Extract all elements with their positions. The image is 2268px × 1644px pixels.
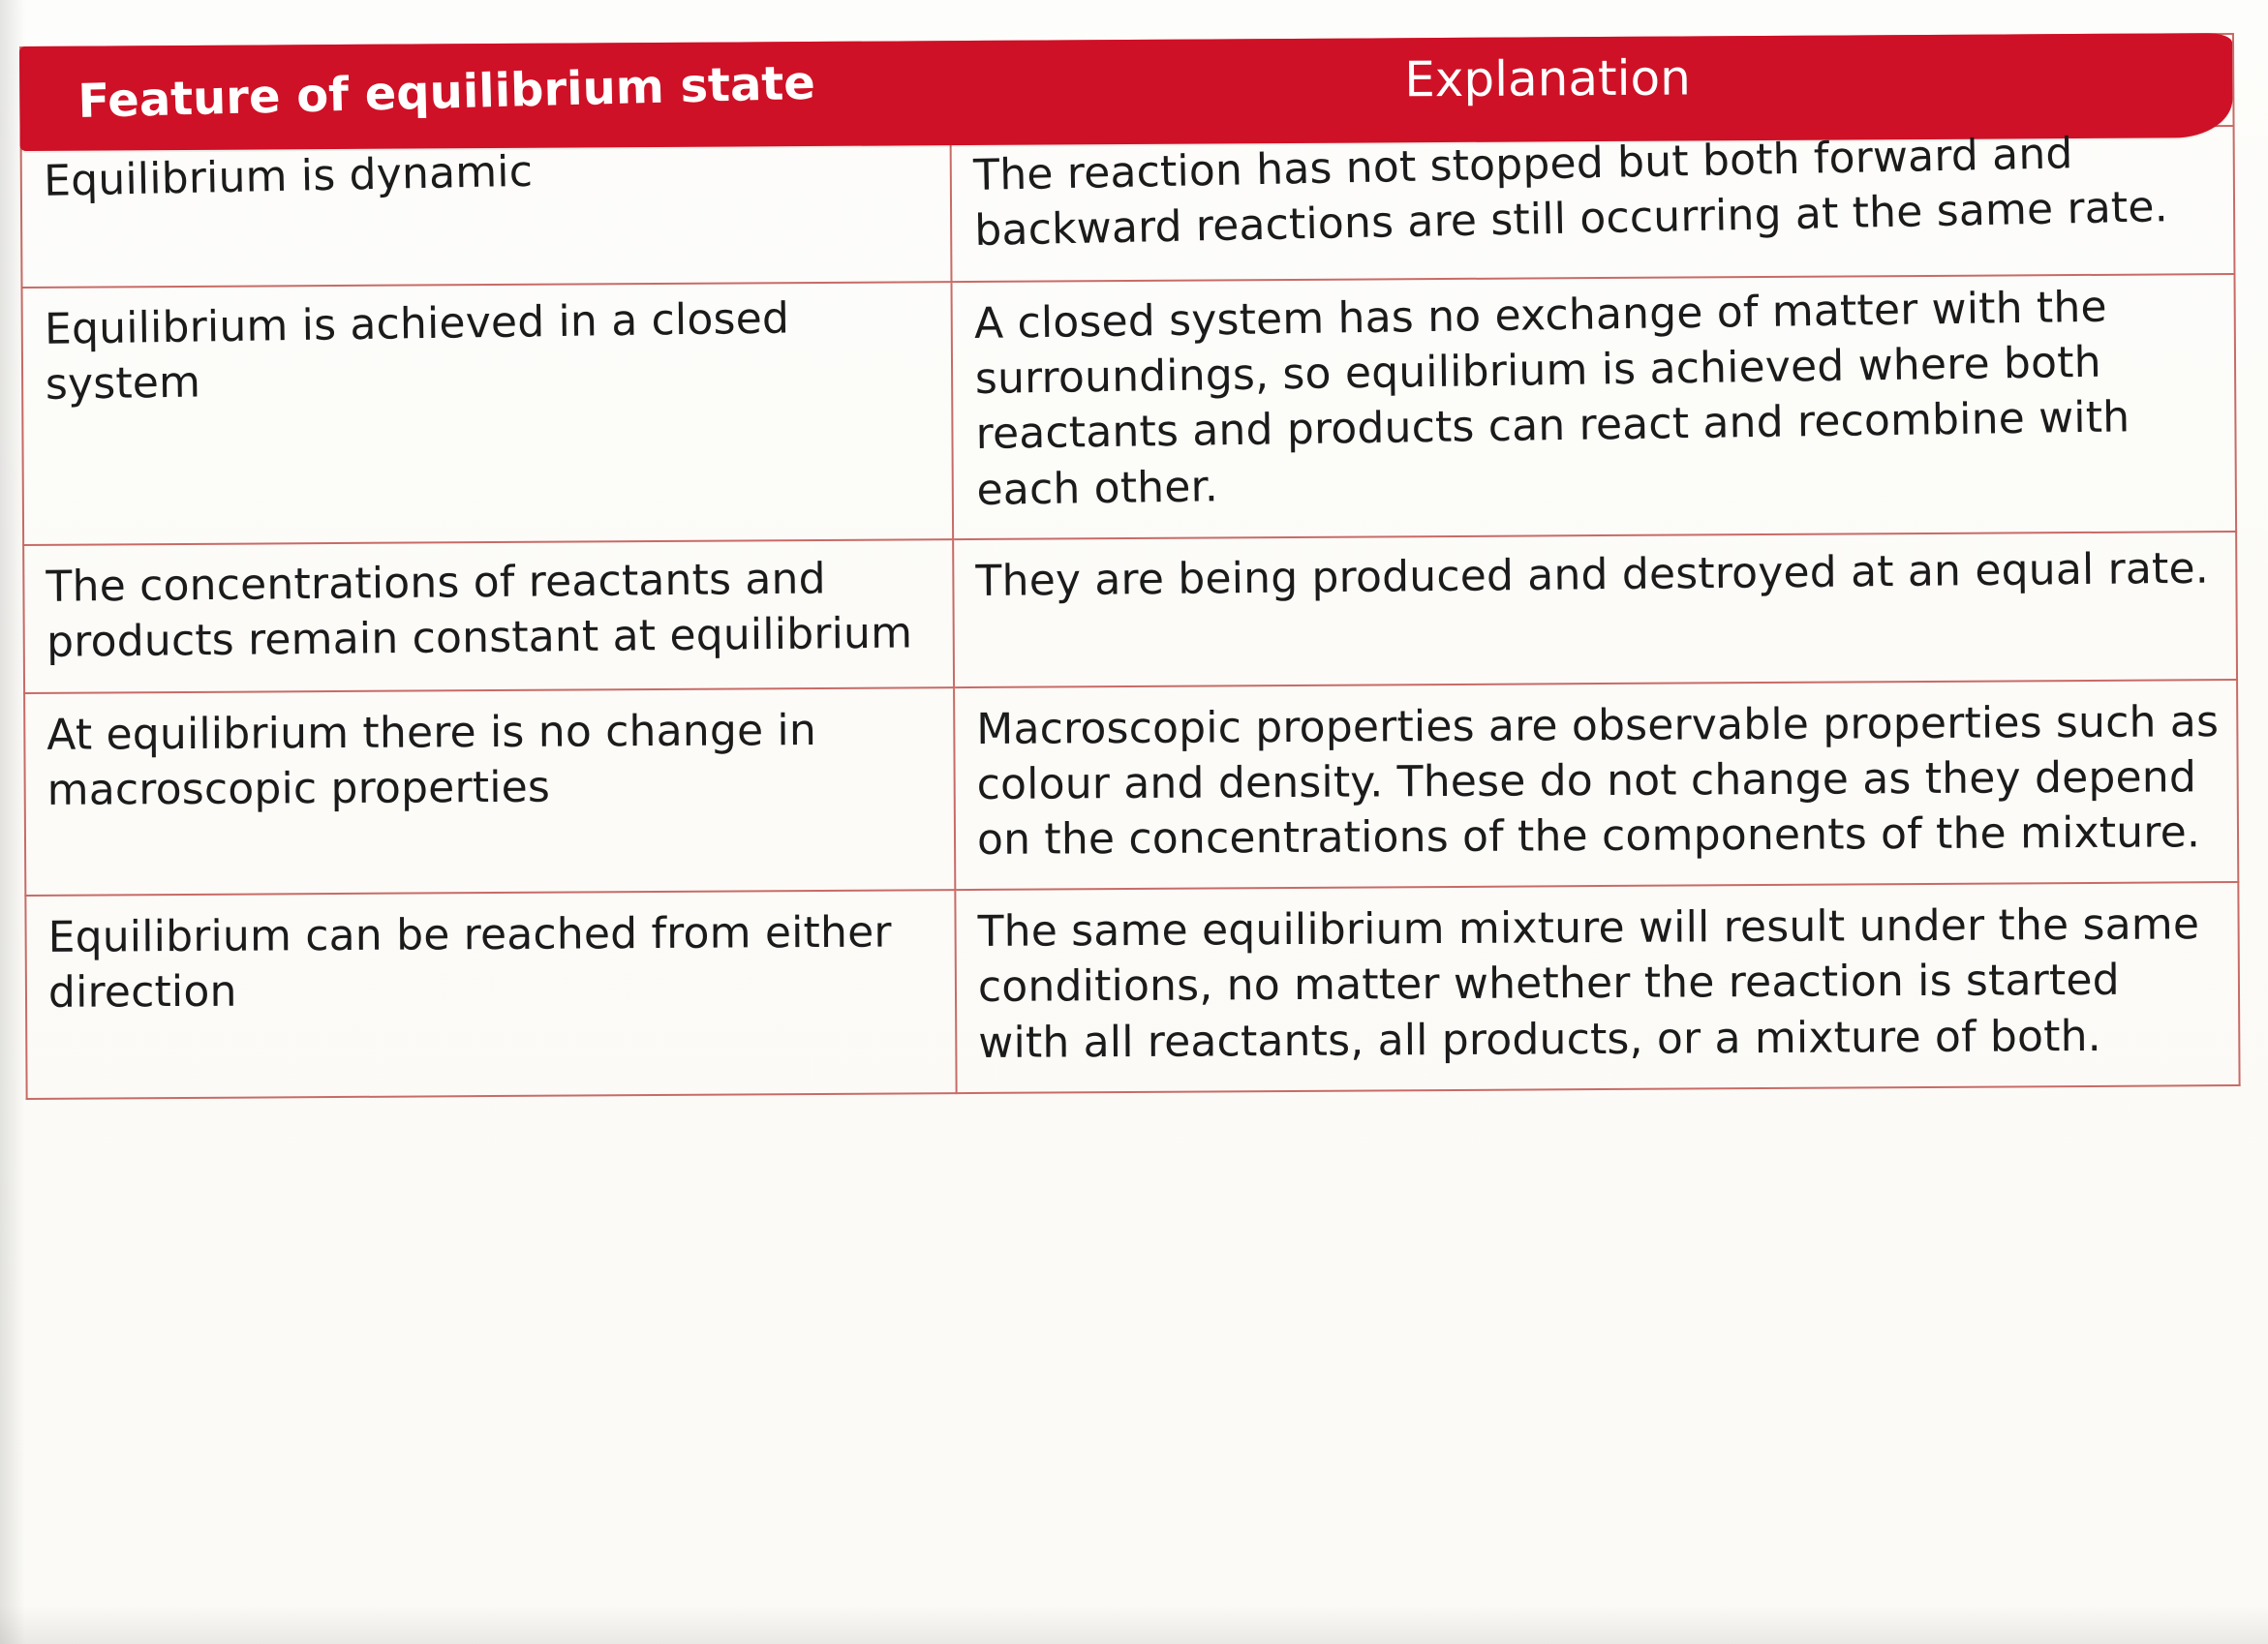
explanation-text: Macroscopic properties are observable properties such as colour and density. These do not change as they depend on the concentrations of the components of the mixture. [976, 696, 2220, 866]
feature-text: The concentrations of reactants and products remain constant at equilibrium [46, 554, 913, 668]
cell-feature [21, 134, 952, 287]
table-row [22, 274, 2237, 546]
feature-text: Equilibrium is achieved in a closed system [44, 293, 790, 410]
cell-feature [22, 282, 954, 546]
cell-explanation [954, 680, 2238, 891]
cell-explanation [953, 532, 2237, 686]
explanation-text: The same equilibrium mixture will result under the same conditions, no matter whether the reaction is started with all reactants, all products, or a mixture of both. [977, 899, 2200, 1068]
cell-feature [25, 890, 956, 1098]
table-body [21, 126, 2240, 1099]
cell-explanation [955, 882, 2239, 1093]
column-header-feature: Feature of equilibrium state [77, 55, 816, 129]
table-row [23, 532, 2237, 692]
feature-text: At equilibrium there is no change in macroscopic properties [46, 705, 817, 815]
cell-feature [23, 539, 954, 692]
explanation-text: The reaction has not stopped but both forward and backward reactions are still occurring at the same rate. [972, 129, 2169, 257]
cell-explanation [952, 274, 2237, 540]
cell-explanation [951, 126, 2235, 281]
table-row [24, 680, 2238, 897]
table-header-labels [19, 33, 2233, 151]
explanation-text: A closed system has no exchange of matter with the surroundings, so equilibrium is achieved where both reactants and products can react and recombine with each other. [973, 282, 2130, 515]
equilibrium-features-table [19, 33, 2241, 1100]
feature-text: Equilibrium is dynamic [43, 146, 534, 207]
table-row [25, 882, 2239, 1099]
explanation-text: They are being produced and destroyed at an equal rate. [975, 543, 2210, 607]
column-header-explanation: Explanation [1404, 49, 1691, 108]
table-row [21, 126, 2235, 287]
equilibrium-features-table-wrapper [19, 33, 2242, 1615]
cell-feature [24, 687, 955, 896]
feature-text: Equilibrium can be reached from either direction [47, 907, 892, 1019]
